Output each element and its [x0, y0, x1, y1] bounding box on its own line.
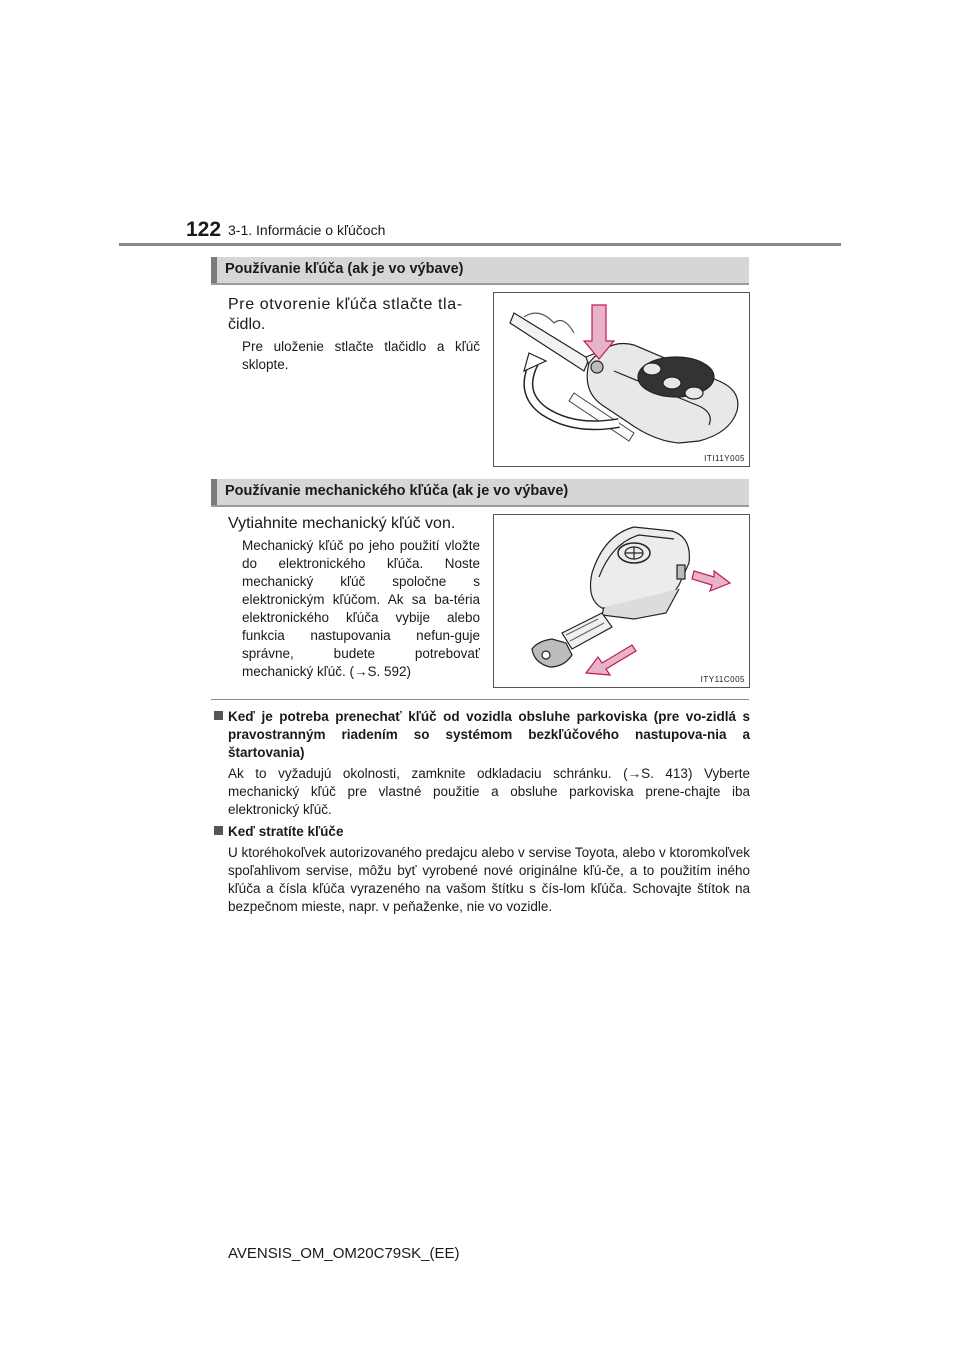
page-number: 122 [186, 218, 222, 241]
section-title: Používanie kľúča (ak je vo výbave) [225, 261, 464, 277]
content-divider [211, 699, 749, 700]
note-heading: Keď stratíte kľúče [228, 823, 750, 841]
note-body: U ktoréhokoľvek autorizovaného predajcu alebo v servise Toyota, alebo v ktoromkoľvek spoľahlivom servise, môžu byť vyrobené nové originálne kľú-če, a to použitím iného kľúča a čísla kľúča vyrazeného na vašom štítku s čís-lom kľúča. Schovajte štítok na bezpečnom mieste, napr. v peňaženke, nie vo vozidle. [228, 845, 750, 914]
mechanical-key-illustration [494, 515, 749, 687]
note-body: Ak to vyžadujú okolnosti, zamknite odkladaciu schránku. (→S. 413) Vyberte mechanický kľúč pre vlastné použitie a obsluhe parkoviska prene-chajte iba elektronický kľúč. [228, 766, 750, 817]
figure-code: ITY11C005 [700, 675, 745, 684]
square-bullet-icon [214, 711, 223, 720]
section-title: Používanie mechanického kľúča (ak je vo výbave) [225, 483, 569, 499]
section-rule [211, 505, 749, 507]
note-heading: Keď je potreba prenechať kľúč od vozidla obsluhe parkoviska (pre vo-zidlá s pravostranným riadením so systémom bezkľúčového nastupova-nia a štartovania) [228, 708, 750, 762]
square-bullet-icon [214, 826, 223, 835]
header-rule [119, 243, 841, 246]
section-rule [211, 283, 749, 285]
instruction-line: čidlo. [228, 316, 266, 333]
instruction-line: Pre otvorenie kľúča stlačte tla- [228, 296, 463, 313]
figure-mechanical-key [493, 514, 750, 688]
section-title-bar [211, 479, 749, 505]
document-code: AVENSIS_OM_OM20C79SK_(EE) [228, 1245, 460, 1262]
breadcrumb: 3-1. Informácie o kľúčoch [228, 222, 386, 238]
figure-flip-key [493, 292, 750, 467]
flip-key-illustration [494, 293, 749, 466]
section-title-bar [211, 257, 749, 283]
figure-code: ITI11Y005 [704, 454, 745, 463]
instruction-line: Vytiahnite mechanický kľúč von. [228, 515, 456, 532]
instruction-note: Pre uloženie stlačte tlačidlo a kľúč sklopte. [242, 339, 480, 372]
instruction-note: Mechanický kľúč po jeho použití vložte do elektronického kľúča. Noste mechanický kľúč spoločne s elektronickým kľúčom. Ak sa ba-téria elektronického kľúča vybije alebo funkcia nastupovania nefun-guje správne, budete potrebovať mechanický kľúč. (→S. 592) [242, 538, 480, 679]
